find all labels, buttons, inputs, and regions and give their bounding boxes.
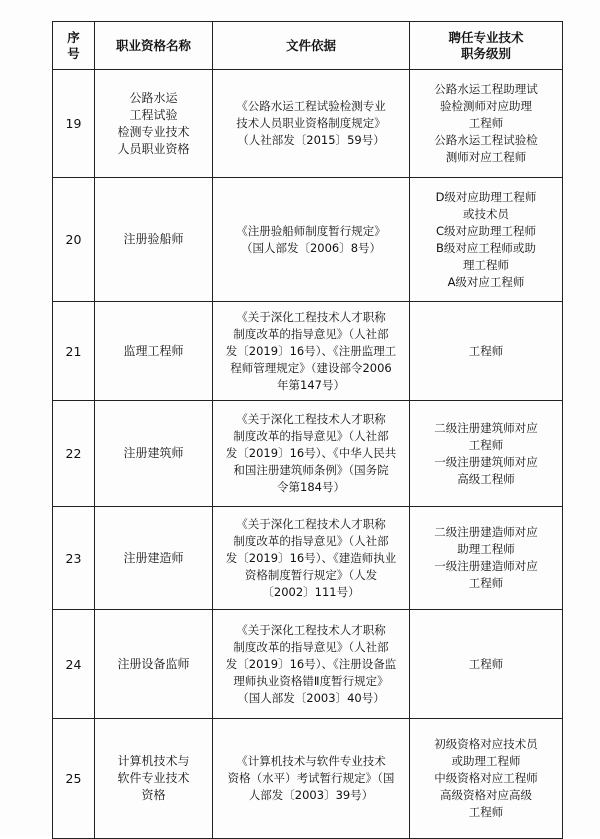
position-level-line: 高级资格对应高级 bbox=[440, 788, 532, 802]
document-basis-line: 《关于深化工程技术人才职称 bbox=[236, 309, 386, 324]
document-basis bbox=[213, 70, 410, 178]
row-number: 24 bbox=[53, 610, 95, 719]
position-level-line: 中级资格对应工程师 bbox=[434, 771, 538, 785]
table-row bbox=[53, 719, 563, 839]
qualification-name-line: 公路水运 bbox=[129, 90, 178, 105]
qualification-name bbox=[95, 507, 213, 610]
header-level: 聘任专业技术 职务级别 bbox=[410, 22, 563, 70]
document-basis-line: 令第184号） bbox=[277, 480, 345, 494]
position-level-line: 一级注册建筑师对应 bbox=[434, 454, 538, 469]
document-basis-line: 发〔2019〕16号）、《注册设备监 bbox=[225, 656, 397, 671]
position-level-line: 工程师 bbox=[468, 576, 504, 590]
position-level-line: 或助理工程师 bbox=[451, 754, 521, 768]
qualification-name-line: 工程试验 bbox=[129, 107, 178, 122]
document-basis-line: 年第147号） bbox=[277, 377, 345, 392]
position-level-line: 助理工程师 bbox=[457, 542, 515, 556]
document-basis-line: 制度改革的指导意见》（人社部 bbox=[233, 326, 389, 341]
document-basis-line: 《关于深化工程技术人才职称 bbox=[236, 412, 386, 426]
document-basis-line: 技术人员职业资格制度规定》 bbox=[236, 116, 386, 130]
table-header-row bbox=[53, 22, 563, 70]
position-level-line: C级对应助理工程师 bbox=[435, 223, 537, 238]
position-level bbox=[410, 507, 563, 610]
table-row bbox=[53, 401, 563, 507]
document-basis-line: 《计算机技术与软件专业技术 bbox=[236, 754, 386, 768]
qualification-name bbox=[95, 178, 213, 302]
row-number: 22 bbox=[53, 401, 95, 507]
position-level-line: 工程师 bbox=[468, 656, 504, 671]
table-row bbox=[53, 507, 563, 610]
row-number: 23 bbox=[53, 507, 95, 610]
document-basis-line: 《关于深化工程技术人才职称 bbox=[236, 622, 386, 637]
table-row bbox=[53, 302, 563, 401]
document-basis-line: 资格（水平）考试暂行规定》（国 bbox=[227, 771, 395, 785]
document-basis bbox=[213, 302, 410, 401]
document-basis-line: 和国注册建筑师条例》（国务院 bbox=[233, 463, 389, 477]
position-level-line: 二级注册建筑师对应 bbox=[434, 420, 538, 435]
document-basis-line: （国人部发〔2006〕8号） bbox=[240, 240, 382, 255]
qualification-name bbox=[95, 70, 213, 178]
qualification-name-line: 软件专业技术 bbox=[117, 771, 190, 785]
qualification-name-line: 监理工程师 bbox=[123, 343, 184, 358]
qualification-name-line: 人员职业资格 bbox=[117, 141, 190, 156]
table-row bbox=[53, 70, 563, 178]
header-name: 职业资格名称 bbox=[95, 22, 213, 70]
document-basis-line: 理师执业资格错Ⅱ度暂行规定》 bbox=[233, 673, 389, 688]
position-level-line: 工程师 bbox=[468, 343, 504, 358]
qualification-name-line: 注册验船师 bbox=[123, 232, 184, 246]
document-basis-line: 程师管理规定》（建设部令2006 bbox=[230, 360, 392, 375]
row-number: 20 bbox=[53, 178, 95, 302]
position-level bbox=[410, 719, 563, 839]
table-body bbox=[53, 70, 563, 839]
position-level-line: 或技术员 bbox=[463, 206, 509, 221]
document-basis-line: 资格制度暂行规定》（人发 bbox=[244, 567, 378, 582]
document-basis bbox=[213, 401, 410, 507]
qualification-table bbox=[52, 21, 563, 839]
qualification-name-line: 资格 bbox=[141, 788, 166, 802]
document-basis-line: 发〔2019〕16号）、《建造师执业 bbox=[225, 550, 397, 565]
document-basis-line: （人社部发〔2015〕59号） bbox=[237, 133, 385, 147]
document-basis bbox=[213, 719, 410, 839]
position-level-line: 公路水运工程试验检 bbox=[434, 133, 538, 147]
qualification-name-line: 检测专业技术 bbox=[117, 124, 190, 139]
qualification-name-line: 注册建筑师 bbox=[123, 446, 184, 460]
qualification-name bbox=[95, 719, 213, 839]
document-basis bbox=[213, 178, 410, 302]
document-basis-line: 制度改革的指导意见》（人社部 bbox=[233, 639, 389, 654]
document-basis-line: 〔2002〕111号） bbox=[262, 584, 360, 599]
document-basis-line: 制度改革的指导意见》（人社部 bbox=[233, 533, 389, 548]
document-basis-line: 发〔2019〕16号）、《中华人民共 bbox=[225, 446, 397, 460]
position-level-line: 验检测师对应助理 bbox=[440, 99, 532, 113]
qualification-name-line: 注册设备监师 bbox=[117, 656, 190, 671]
position-level-line: 高级工程师 bbox=[457, 471, 515, 486]
position-level-line: 公路水运工程助理试 bbox=[434, 82, 538, 96]
position-level-line: 初级资格对应技术员 bbox=[434, 737, 538, 751]
document-basis-line: 《关于深化工程技术人才职称 bbox=[236, 516, 386, 531]
row-number: 25 bbox=[53, 719, 95, 839]
position-level-line: B级对应工程师或助 bbox=[436, 240, 536, 255]
header-basis: 文件依据 bbox=[213, 22, 410, 70]
document-basis-line: 制度改革的指导意见》（人社部 bbox=[233, 429, 389, 443]
header-no: 序 号 bbox=[53, 22, 95, 70]
position-level-line: 工程师 bbox=[468, 116, 504, 130]
qualification-name-line: 注册建造师 bbox=[123, 550, 184, 565]
row-number: 21 bbox=[53, 302, 95, 401]
position-level bbox=[410, 178, 563, 302]
row-number: 19 bbox=[53, 70, 95, 178]
document-basis-line: 《注册验船师制度暂行规定》 bbox=[236, 223, 386, 238]
position-level-line: 理工程师 bbox=[463, 257, 509, 272]
document-basis bbox=[213, 610, 410, 719]
position-level bbox=[410, 302, 563, 401]
position-level-line: 一级注册建造师对应 bbox=[434, 559, 538, 573]
position-level-line: A级对应工程师 bbox=[447, 274, 525, 289]
qualification-name-line: 计算机技术与 bbox=[117, 754, 190, 768]
position-level bbox=[410, 610, 563, 719]
document-basis-line: 发〔2019〕16号）、《注册监理工 bbox=[225, 343, 397, 358]
qualification-name bbox=[95, 302, 213, 401]
table-row bbox=[53, 178, 563, 302]
position-level-line: D级对应助理工程师 bbox=[435, 189, 537, 204]
position-level bbox=[410, 401, 563, 507]
document-basis-line: 人部发〔2003〕39号） bbox=[248, 788, 374, 802]
document-basis-line: 《公路水运工程试验检测专业 bbox=[236, 99, 386, 113]
position-level bbox=[410, 70, 563, 178]
qualification-name bbox=[95, 401, 213, 507]
position-level-line: 测师对应工程师 bbox=[445, 150, 527, 164]
qualification-name bbox=[95, 610, 213, 719]
document-basis bbox=[213, 507, 410, 610]
position-level-line: 二级注册建造师对应 bbox=[434, 525, 538, 539]
table-row bbox=[53, 610, 563, 719]
position-level-line: 工程师 bbox=[468, 805, 504, 819]
position-level-line: 工程师 bbox=[468, 437, 504, 452]
document-basis-line: （国人部发〔2003〕40号） bbox=[237, 690, 385, 705]
